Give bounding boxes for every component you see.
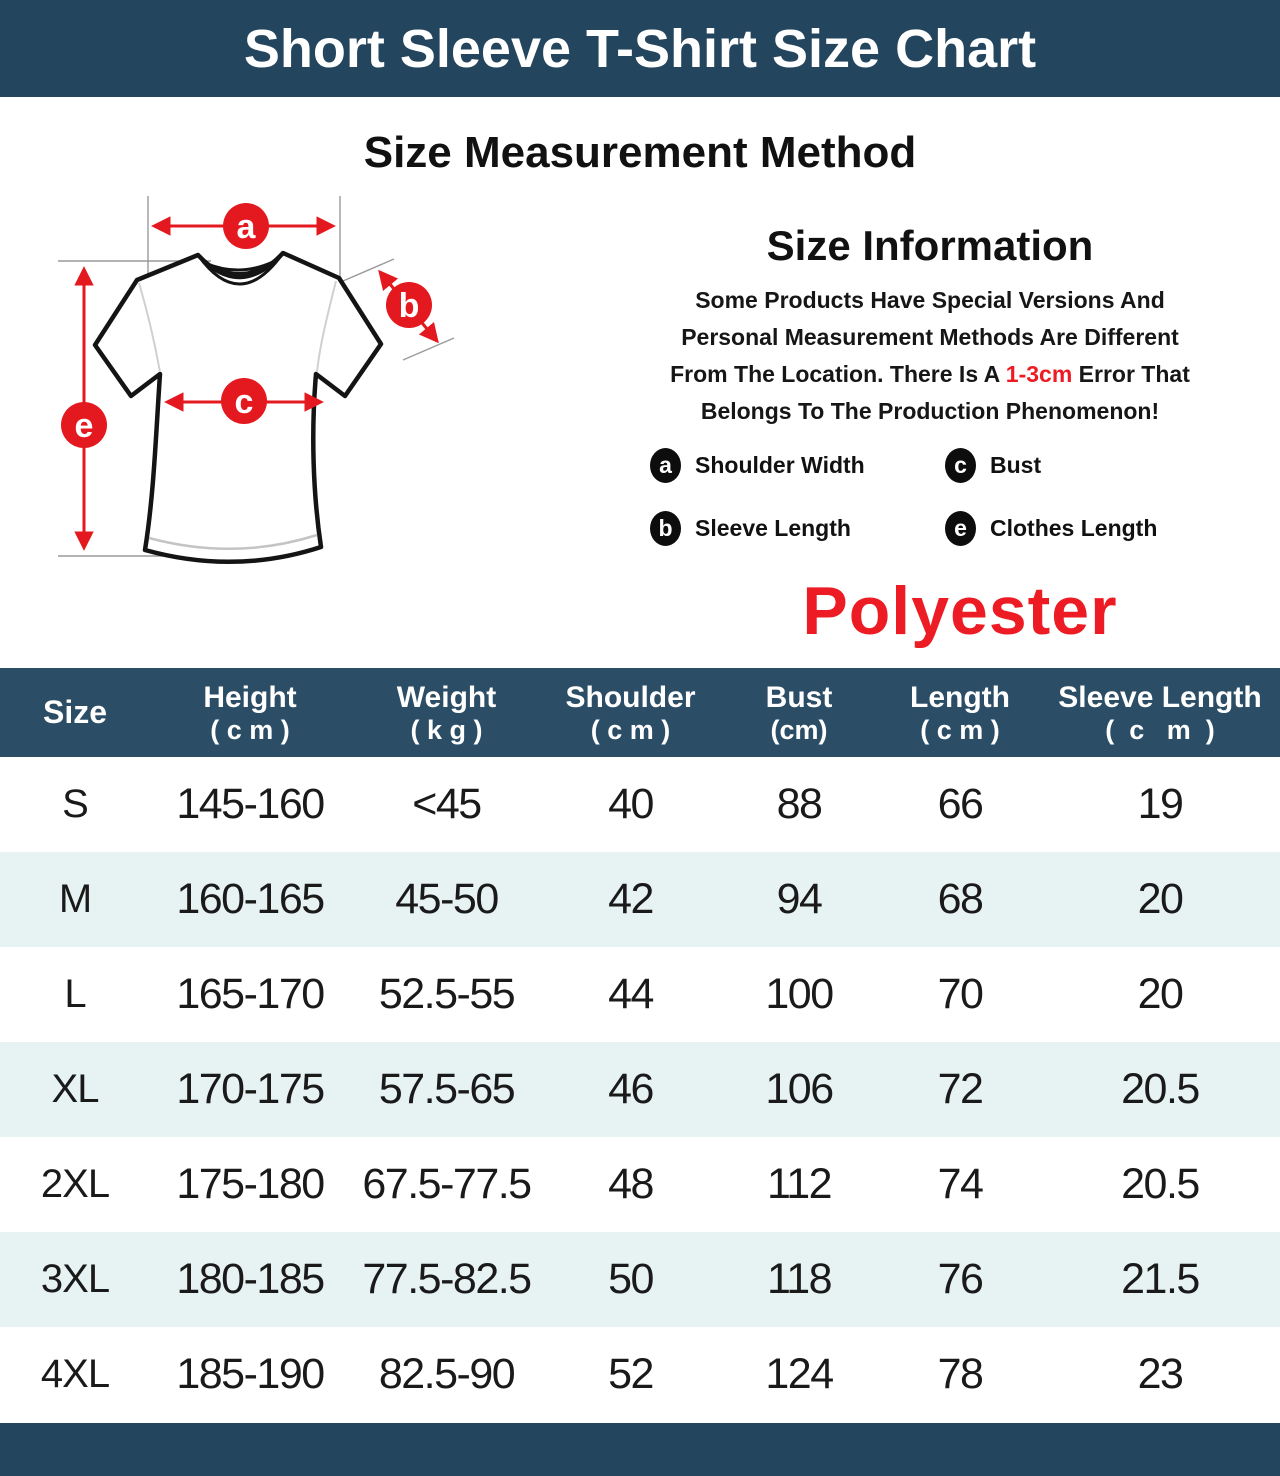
table-cell: 74 <box>937 1160 983 1208</box>
table-cell: 46 <box>608 1065 653 1113</box>
header-cell-weight <box>350 668 543 757</box>
column-label: Size <box>42 694 108 730</box>
marker-c-badge <box>221 378 267 424</box>
table-cell: 19 <box>1137 780 1183 828</box>
legend-item-sleeve-length <box>650 511 945 546</box>
column-label: Sleeve Length <box>1058 680 1262 714</box>
table-row <box>0 1137 1280 1232</box>
table-cell: 68 <box>937 875 983 923</box>
header-cell-length <box>880 668 1040 757</box>
table-cell: 94 <box>776 875 822 923</box>
table-cell: 20 <box>1137 970 1183 1018</box>
table-cell: 165-170 <box>176 970 324 1018</box>
column-unit: ( c m ) <box>920 714 1000 745</box>
table-cell: 2XL <box>40 1162 110 1206</box>
bottom-banner <box>0 1423 1280 1476</box>
legend-e-badge: e <box>945 511 976 546</box>
info-text-before: Some Products Have Special Versions And Personal Measurement Methods Are Different From The Location. There Is A <box>670 287 1179 387</box>
table-cell: 72 <box>937 1065 983 1113</box>
table-row <box>0 852 1280 947</box>
legend-item-label: Clothes Length <box>990 515 1158 541</box>
page-title: Short Sleeve T-Shirt Size Chart <box>243 18 1037 79</box>
marker-e-label: e <box>74 407 94 445</box>
legend-b-badge: b <box>650 511 681 546</box>
marker-b-label: b <box>398 287 420 325</box>
legend-item-label: Shoulder Width <box>695 452 865 478</box>
column-label: Bust <box>765 680 833 714</box>
info-text-after: Error That Belongs To The Production Phenomenon! <box>700 361 1190 424</box>
column-label: Length <box>910 680 1010 714</box>
header-cell-size <box>0 668 150 757</box>
method-heading: Size Measurement Method <box>363 128 917 177</box>
table-cell: 82.5-90 <box>378 1350 515 1398</box>
column-label: Height <box>203 680 297 714</box>
table-cell: 88 <box>776 780 822 828</box>
marker-a-badge <box>223 203 269 249</box>
table-cell: 76 <box>937 1255 983 1303</box>
table-cell: 3XL <box>40 1257 110 1301</box>
marker-b-badge <box>386 282 432 328</box>
column-unit: ( c m ) <box>590 714 671 745</box>
table-row <box>0 1232 1280 1327</box>
table-cell: 145-160 <box>176 780 324 828</box>
table-cell: 40 <box>608 780 653 828</box>
table-cell: L <box>64 972 86 1016</box>
table-row <box>0 947 1280 1042</box>
table-cell: 160-165 <box>176 875 324 923</box>
table-cell: 50 <box>608 1255 653 1303</box>
column-label: Weight <box>396 680 497 714</box>
table-cell: 100 <box>765 970 833 1018</box>
header-cell-height <box>150 668 350 757</box>
table-cell: 42 <box>608 875 653 923</box>
legend-c-badge: c <box>945 448 976 483</box>
info-highlight: 1-3cm <box>1005 361 1073 387</box>
table-cell: 21.5 <box>1121 1255 1199 1303</box>
table-cell: 4XL <box>40 1352 110 1396</box>
top-banner <box>0 0 1280 97</box>
column-label: Shoulder <box>565 680 696 714</box>
table-cell: XL <box>51 1067 99 1111</box>
table-cell: 20.5 <box>1121 1065 1199 1113</box>
size-information-section <box>620 222 1240 650</box>
legend-item-label: Bust <box>990 452 1042 478</box>
table-cell: S <box>62 782 88 826</box>
table-row <box>0 757 1280 852</box>
table-cell: 52 <box>608 1350 653 1398</box>
measure-legend <box>650 448 1240 546</box>
header-cell-shoulder <box>543 668 718 757</box>
size-table-grid <box>0 668 1280 1422</box>
shirt-diagram <box>25 182 475 632</box>
size-table <box>0 668 1280 1422</box>
table-cell: 175-180 <box>176 1160 324 1208</box>
header-cell-bust <box>718 668 880 757</box>
legend-item-label: Sleeve Length <box>695 515 851 541</box>
table-cell: 180-185 <box>176 1255 324 1303</box>
info-paragraph <box>658 282 1203 430</box>
column-unit: ( c m ) <box>210 714 290 745</box>
table-cell: 70 <box>937 970 983 1018</box>
table-row <box>0 1042 1280 1137</box>
table-cell: 124 <box>765 1350 833 1398</box>
table-cell: 52.5-55 <box>378 970 515 1018</box>
table-cell: 66 <box>937 780 983 828</box>
column-unit: (cm) <box>770 714 828 745</box>
table-cell: 23 <box>1137 1350 1183 1398</box>
table-cell: <45 <box>412 780 481 828</box>
shirt-diagram-svg <box>25 182 475 632</box>
table-cell: 67.5-77.5 <box>362 1160 531 1208</box>
table-cell: 45-50 <box>395 875 498 923</box>
marker-a-label: a <box>236 208 256 246</box>
table-cell: 44 <box>608 970 653 1018</box>
table-cell: 48 <box>608 1160 653 1208</box>
column-unit: ( k g ) <box>410 714 483 745</box>
legend-item-bust <box>945 448 1270 483</box>
table-cell: 77.5-82.5 <box>362 1255 531 1303</box>
legend-item-shoulder-width <box>650 448 945 483</box>
table-cell: 112 <box>766 1160 832 1208</box>
table-cell: 57.5-65 <box>378 1065 515 1113</box>
info-heading: Size Information <box>766 222 1094 269</box>
table-cell: 20 <box>1137 875 1183 923</box>
marker-e-badge <box>61 402 107 448</box>
column-unit: ( c m ) <box>1105 714 1215 745</box>
table-cell: 20.5 <box>1121 1160 1199 1208</box>
table-cell: 78 <box>937 1350 983 1398</box>
table-row <box>0 1327 1280 1422</box>
table-cell: 118 <box>766 1255 832 1303</box>
legend-a-badge: a <box>650 448 681 483</box>
table-cell: 106 <box>765 1065 833 1113</box>
table-cell: M <box>58 877 92 921</box>
header-cell-sleeve-length <box>1040 668 1280 757</box>
table-cell: 170-175 <box>176 1065 324 1113</box>
marker-c-label: c <box>234 383 254 421</box>
table-header-row <box>0 668 1280 757</box>
legend-item-clothes-length <box>945 511 1270 546</box>
table-cell: 185-190 <box>176 1350 324 1398</box>
material-label: Polyester <box>802 573 1118 649</box>
